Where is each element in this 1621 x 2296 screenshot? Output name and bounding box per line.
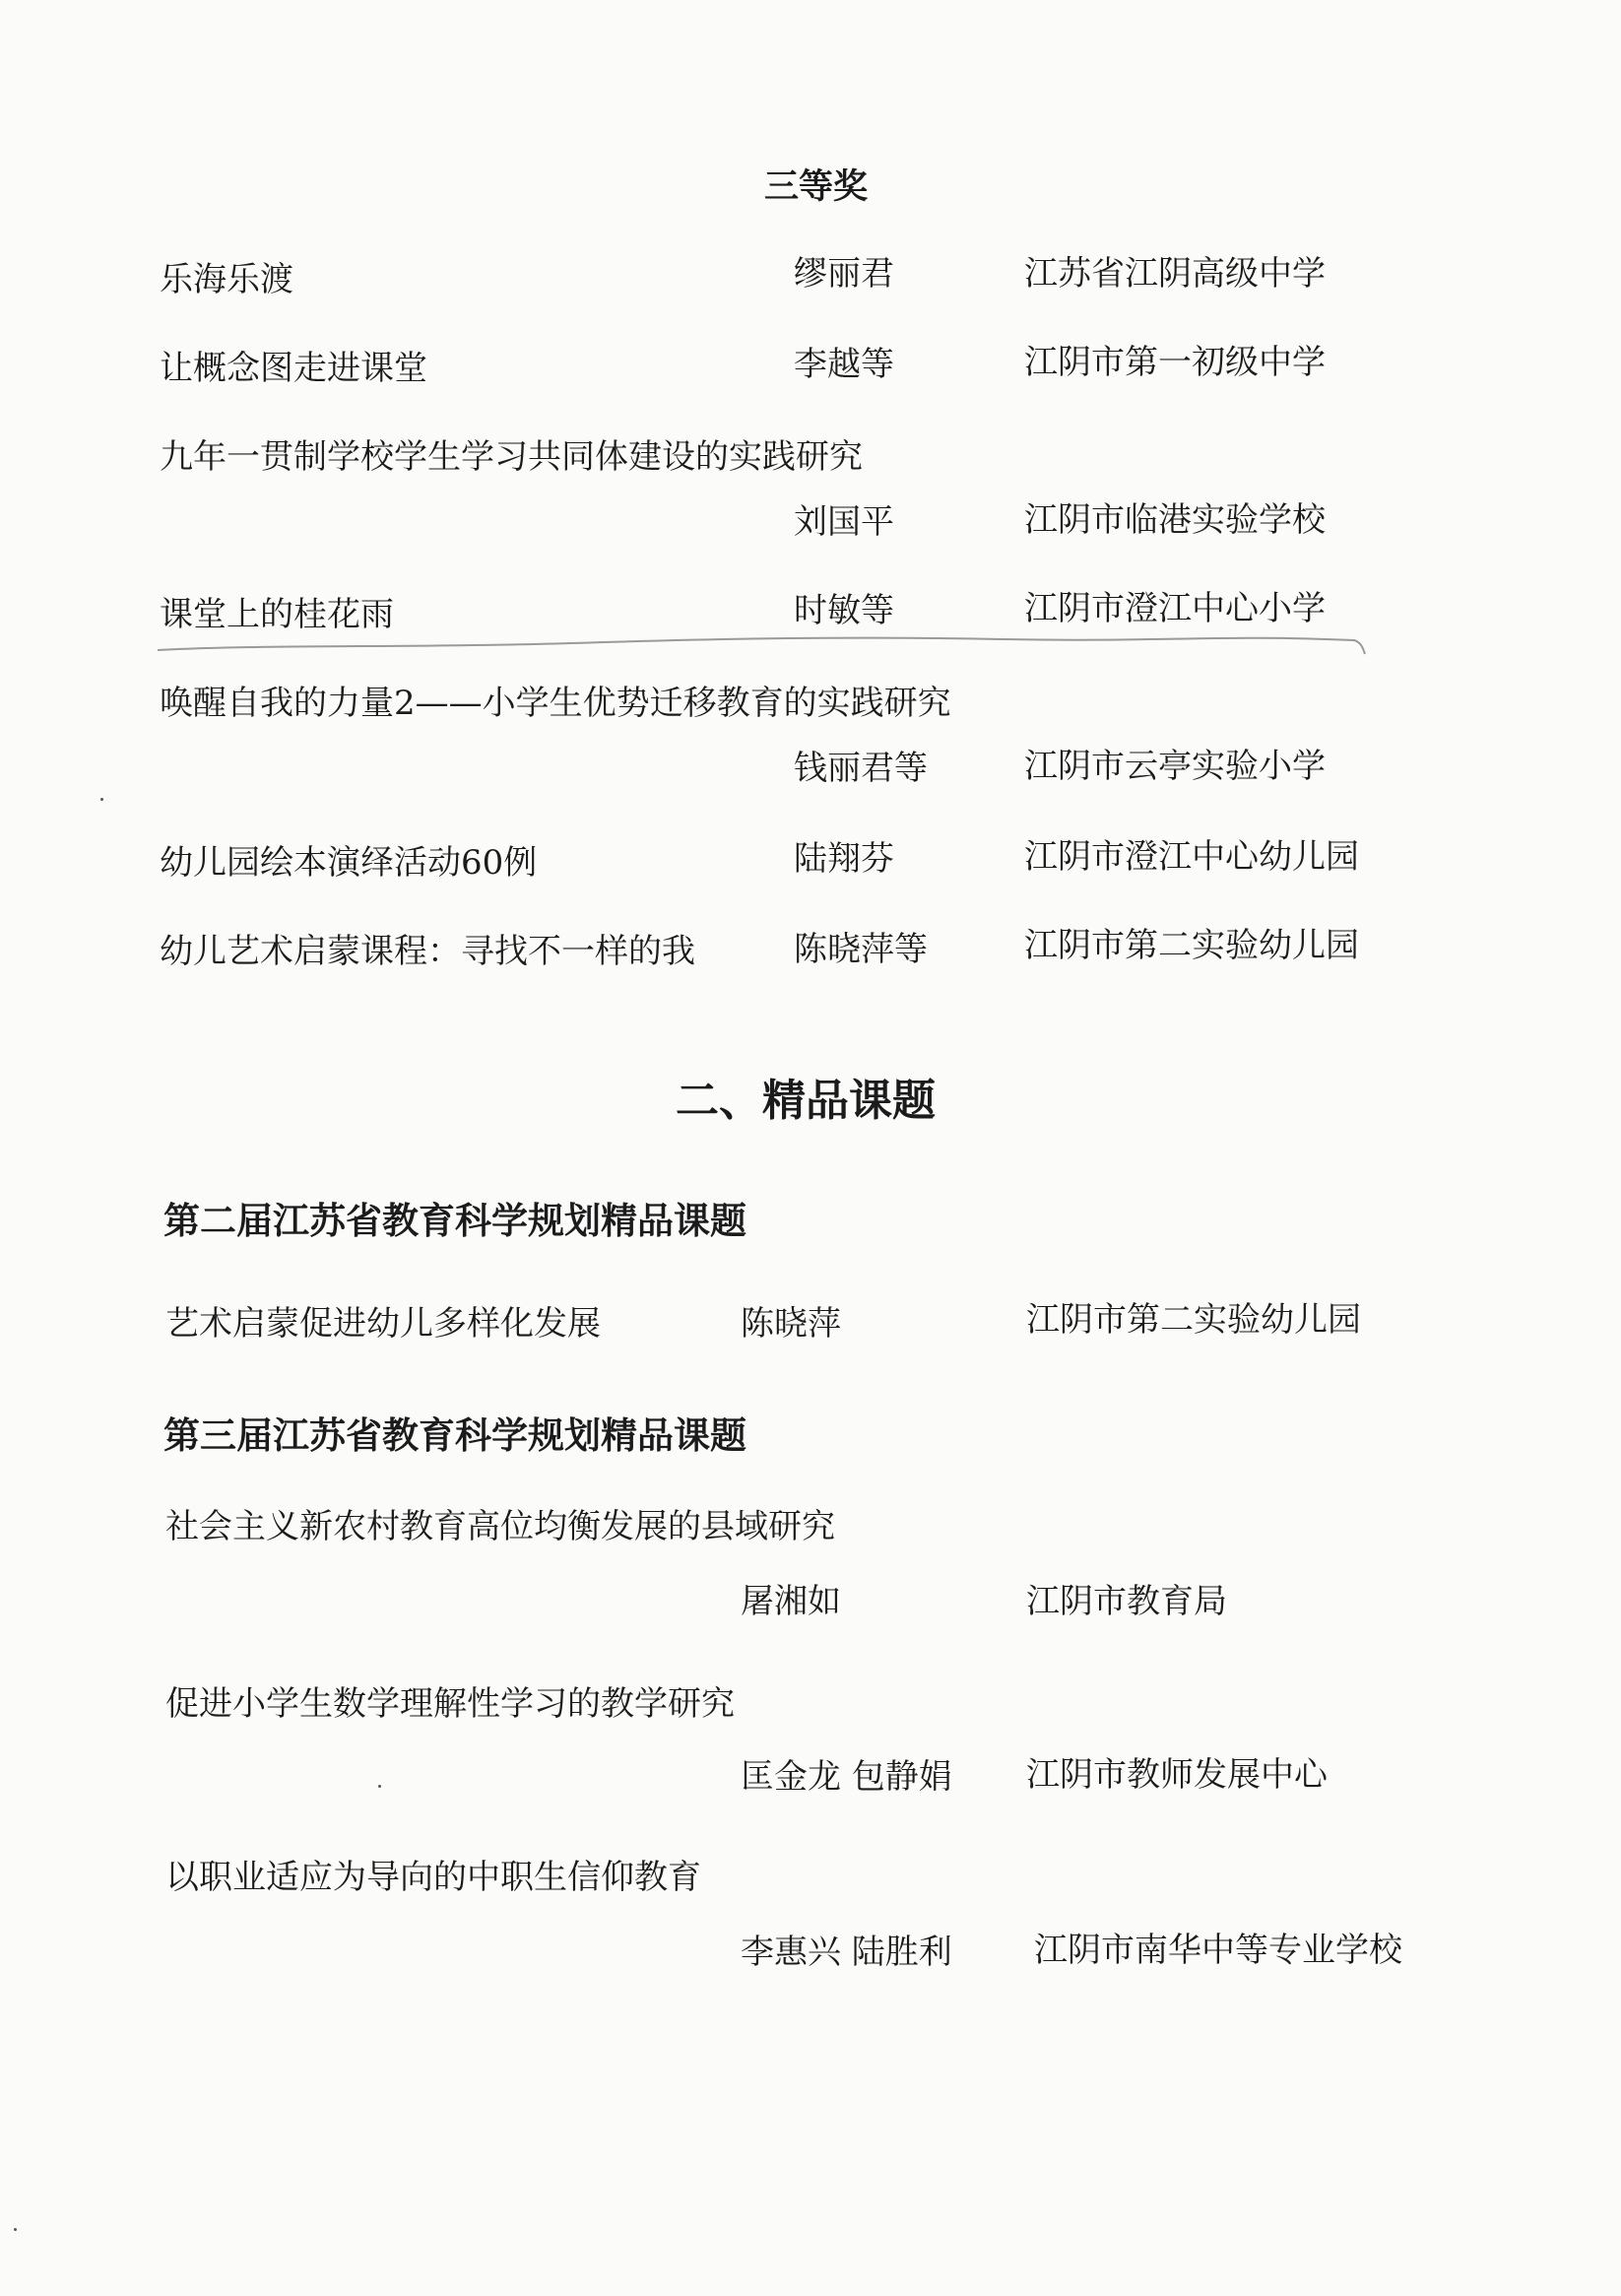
entry-title: 九年一贯制学校学生学习共同体建设的实践研究: [160, 437, 863, 477]
entry-author: 刘国平: [794, 502, 894, 542]
entry-title: 幼儿艺术启蒙课程：寻找不一样的我: [160, 932, 695, 971]
entry-org: 江阴市第二实验幼儿园: [1024, 926, 1359, 965]
scan-speck: [14, 2228, 17, 2231]
third-prize-heading: 三等奖: [764, 167, 869, 207]
entry-org: 江阴市临港实验学校: [1024, 500, 1326, 540]
group-heading: 第三届江苏省教育科学规划精品课题: [163, 1414, 746, 1457]
entry-org: 江阴市澄江中心幼儿园: [1024, 837, 1359, 877]
entry-org: 江苏省江阴高级中学: [1024, 254, 1326, 294]
entry-author: 钱丽君等: [794, 749, 928, 788]
entry-org: 江阴市云亭实验小学: [1024, 747, 1326, 786]
entry-author: 匡金龙 包静娟: [741, 1757, 952, 1797]
entry-org: 江阴市教师发展中心: [1026, 1755, 1328, 1795]
entry-title: 以职业适应为导向的中职生信仰教育: [165, 1858, 701, 1897]
entry-title: 课堂上的桂花雨: [160, 595, 394, 634]
entry-org: 江阴市南华中等专业学校: [1034, 1931, 1402, 1970]
entry-org: 江阴市第一初级中学: [1024, 343, 1326, 382]
entry-title: 让概念图走进课堂: [160, 349, 427, 388]
entry-author: 时敏等: [794, 591, 894, 630]
handwritten-wavy-line: [158, 630, 1369, 660]
entry-title: 艺术启蒙促进幼儿多样化发展: [165, 1304, 601, 1344]
entry-org: 江阴市第二实验幼儿园: [1026, 1300, 1361, 1340]
entry-title: 促进小学生数学理解性学习的教学研究: [165, 1684, 735, 1724]
entry-author: 屠湘如: [741, 1582, 841, 1621]
entry-author: 李越等: [794, 345, 894, 384]
group-heading: 第二届江苏省教育科学规划精品课题: [163, 1200, 746, 1242]
section-heading: 二、精品课题: [676, 1076, 936, 1126]
entry-title: 社会主义新农村教育高位均衡发展的县域研究: [165, 1507, 835, 1546]
entry-author: 陈晓萍: [741, 1304, 841, 1344]
entry-author: 缪丽君: [794, 254, 894, 294]
entry-org: 江阴市教育局: [1026, 1582, 1227, 1621]
entry-author: 陆翔芬: [794, 839, 894, 879]
entry-title: 唤醒自我的力量2——小学生优势迁移教育的实践研究: [160, 684, 951, 723]
scan-speck: [100, 798, 103, 801]
entry-title: 幼儿园绘本演绎活动60例: [160, 843, 538, 883]
entry-org: 江阴市澄江中心小学: [1024, 589, 1326, 628]
entry-author: 陈晓萍等: [794, 930, 928, 969]
scan-speck: [378, 1785, 381, 1788]
entry-author: 李惠兴 陆胜利: [741, 1933, 952, 1972]
entry-title: 乐海乐渡: [160, 260, 293, 299]
